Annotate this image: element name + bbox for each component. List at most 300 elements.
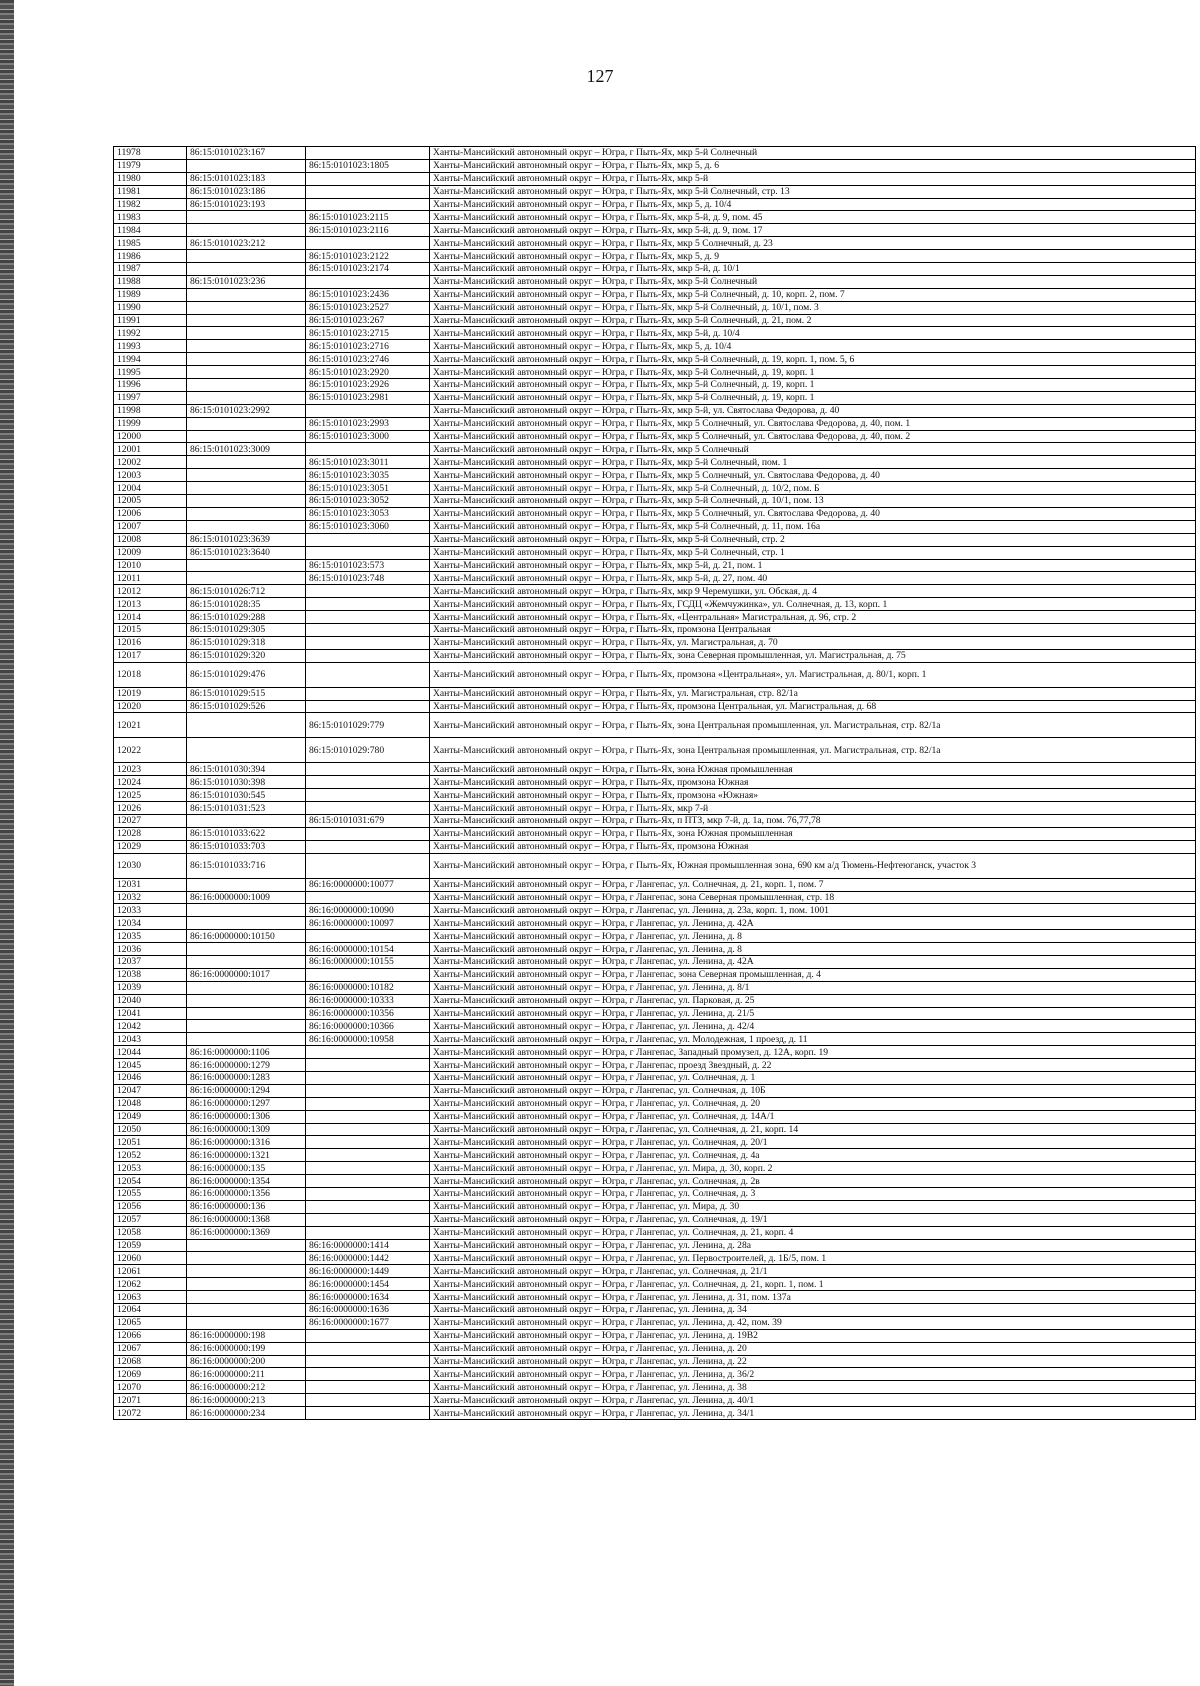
table-row [114,1342,1196,1355]
address-cell: Ханты-Мансийский автономный округ – Югра, г Пыть-Ях, мкр 5-й Солнечный, д. 19, корп. 1 [430,366,1196,379]
table-row [114,314,1196,327]
row-number-cell: 12029 [114,840,187,853]
address-cell: Ханты-Мансийский автономный округ – Югра, г Лангепас, ул. Ленина, д. 42А [430,955,1196,968]
table-row [114,559,1196,572]
row-number-cell: 12023 [114,763,187,776]
row-number-cell: 12026 [114,802,187,815]
row-number-cell: 12039 [114,981,187,994]
row-number-cell: 12009 [114,546,187,559]
cadastral-number-cell [187,391,306,404]
row-number-cell: 12042 [114,1020,187,1033]
row-number-cell: 11987 [114,263,187,276]
row-number-cell: 12045 [114,1059,187,1072]
row-number-cell: 11980 [114,172,187,185]
table-row [114,1355,1196,1368]
cadastral-number-2-cell: 86:15:0101023:2746 [306,353,430,366]
cadastral-number-2-cell: 86:16:0000000:1449 [306,1265,430,1278]
table-row [114,713,1196,738]
table-row [114,1278,1196,1291]
address-cell: Ханты-Мансийский автономный округ – Югра, г Лангепас, ул. Мира, д. 30, корп. 2 [430,1162,1196,1175]
table-row [114,1316,1196,1329]
cadastral-number-2-cell: 86:16:0000000:10356 [306,1007,430,1020]
cadastral-number-2-cell [306,185,430,198]
address-cell: Ханты-Мансийский автономный округ – Югра, г Пыть-Ях, мкр 5 Солнечный [430,443,1196,456]
row-number-cell: 12046 [114,1072,187,1085]
cadastral-number-2-cell: 86:16:0000000:10155 [306,955,430,968]
row-number-cell: 12008 [114,533,187,546]
address-cell: Ханты-Мансийский автономный округ – Югра, г Лангепас, ул. Ленина, д. 8 [430,930,1196,943]
table-row [114,968,1196,981]
cadastral-number-2-cell [306,1342,430,1355]
cadastral-number-cell [187,917,306,930]
row-number-cell: 12025 [114,789,187,802]
cadastral-number-2-cell [306,585,430,598]
cadastral-number-2-cell [306,598,430,611]
cadastral-number-2-cell [306,1149,430,1162]
address-cell: Ханты-Мансийский автономный округ – Югра, г Лангепас, Западный промузел, д. 12А, корп. 19 [430,1046,1196,1059]
row-number-cell: 12018 [114,662,187,687]
cadastral-number-cell: 86:16:0000000:1309 [187,1123,306,1136]
row-number-cell: 12052 [114,1149,187,1162]
cadastral-number-2-cell [306,1381,430,1394]
cadastral-number-cell: 86:15:0101029:288 [187,611,306,624]
table-row [114,636,1196,649]
row-number-cell: 11999 [114,417,187,430]
cadastral-number-2-cell: 86:15:0101023:2527 [306,301,430,314]
address-cell: Ханты-Мансийский автономный округ – Югра, г Лангепас, ул. Парковая, д. 25 [430,994,1196,1007]
address-cell: Ханты-Мансийский автономный округ – Югра, г Пыть-Ях, мкр 5 Солнечный, ул. Святослава Федорова, д. 40 [430,469,1196,482]
address-cell: Ханты-Мансийский автономный округ – Югра, г Пыть-Ях, мкр 5-й Солнечный, д. 10, корп. 2, пом. 7 [430,288,1196,301]
table-row [114,649,1196,662]
table-row [114,495,1196,508]
table-row [114,611,1196,624]
cadastral-number-2-cell: 86:16:0000000:1634 [306,1291,430,1304]
address-cell: Ханты-Мансийский автономный округ – Югра, г Пыть-Ях, «Центральная» Магистральная, д. 96, стр. 2 [430,611,1196,624]
address-cell: Ханты-Мансийский автономный округ – Югра, г Лангепас, ул. Солнечная, д. 21/1 [430,1265,1196,1278]
address-cell: Ханты-Мансийский автономный округ – Югра, г Пыть-Ях, ул. Магистральная, д. 70 [430,636,1196,649]
cadastral-number-cell: 86:15:0101023:167 [187,147,306,160]
cadastral-number-2-cell: 86:15:0101023:3035 [306,469,430,482]
cadastral-number-cell: 86:16:0000000:1294 [187,1084,306,1097]
table-row [114,1304,1196,1317]
cadastral-number-cell [187,1252,306,1265]
address-cell: Ханты-Мансийский автономный округ – Югра, г Пыть-Ях, промзона Центральная, ул. Магистральная, д. 68 [430,700,1196,713]
cadastral-number-2-cell: 86:15:0101023:2993 [306,417,430,430]
cadastral-number-cell: 86:15:0101029:476 [187,662,306,687]
row-number-cell: 11989 [114,288,187,301]
table-row [114,840,1196,853]
cadastral-number-cell: 86:15:0101023:3640 [187,546,306,559]
cadastral-number-2-cell [306,1355,430,1368]
cadastral-number-cell: 86:15:0101023:3639 [187,533,306,546]
cadastral-number-cell: 86:16:0000000:234 [187,1407,306,1420]
table-row [114,237,1196,250]
table-row [114,353,1196,366]
table-row [114,211,1196,224]
cadastral-number-cell: 86:15:0101023:212 [187,237,306,250]
cadastral-number-cell: 86:16:0000000:200 [187,1355,306,1368]
table-row [114,520,1196,533]
cadastral-number-cell [187,904,306,917]
table-row [114,585,1196,598]
row-number-cell: 12059 [114,1239,187,1252]
row-number-cell: 12027 [114,814,187,827]
address-cell: Ханты-Мансийский автономный округ – Югра, г Лангепас, зона Северная промышленная, д. 4 [430,968,1196,981]
row-number-cell: 12012 [114,585,187,598]
address-cell: Ханты-Мансийский автономный округ – Югра, г Лангепас, ул. Ленина, д. 42/4 [430,1020,1196,1033]
table-row [114,1033,1196,1046]
cadastral-number-2-cell [306,1072,430,1085]
row-number-cell: 12028 [114,827,187,840]
cadastral-number-cell [187,327,306,340]
row-number-cell: 11995 [114,366,187,379]
row-number-cell: 11998 [114,404,187,417]
cadastral-number-2-cell: 86:15:0101023:2116 [306,224,430,237]
address-cell: Ханты-Мансийский автономный округ – Югра, г Пыть-Ях, мкр 5-й Солнечный [430,275,1196,288]
registry-table-body [114,147,1196,1420]
row-number-cell: 12070 [114,1381,187,1394]
address-cell: Ханты-Мансийский автономный округ – Югра, г Пыть-Ях, мкр 5-й Солнечный, д. 10/2, пом. Б [430,482,1196,495]
address-cell: Ханты-Мансийский автономный округ – Югра, г Лангепас, ул. Солнечная, д. 21, корп. 4 [430,1226,1196,1239]
cadastral-number-cell [187,159,306,172]
row-number-cell: 11984 [114,224,187,237]
table-row [114,1162,1196,1175]
row-number-cell: 12057 [114,1213,187,1226]
address-cell: Ханты-Мансийский автономный округ – Югра, г Пыть-Ях, мкр 5-й Солнечный, стр. 13 [430,185,1196,198]
address-cell: Ханты-Мансийский автономный округ – Югра, г Лангепас, ул. Ленина, д. 42, пом. 39 [430,1316,1196,1329]
cadastral-number-2-cell: 86:15:0101023:3060 [306,520,430,533]
address-cell: Ханты-Мансийский автономный округ – Югра, г Пыть-Ях, промзона «Центральная», ул. Магистральная, д. 80/1, корп. 1 [430,662,1196,687]
cadastral-number-2-cell: 86:16:0000000:1442 [306,1252,430,1265]
row-number-cell: 12015 [114,623,187,636]
row-number-cell: 11994 [114,353,187,366]
address-cell: Ханты-Мансийский автономный округ – Югра, г Пыть-Ях, зона Северная промышленная, ул. Магистральная, д. 75 [430,649,1196,662]
address-cell: Ханты-Мансийский автономный округ – Югра, г Лангепас, ул. Ленина, д. 8/1 [430,981,1196,994]
table-row [114,853,1196,878]
address-cell: Ханты-Мансийский автономный округ – Югра, г Пыть-Ях, зона Южная промышленная [430,827,1196,840]
cadastral-number-2-cell [306,763,430,776]
address-cell: Ханты-Мансийский автономный округ – Югра, г Пыть-Ях, промзона Центральная [430,623,1196,636]
table-row [114,430,1196,443]
address-cell: Ханты-Мансийский автономный округ – Югра, г Лангепас, ул. Солнечная, д. 21, корп. 1, пом. 1 [430,1278,1196,1291]
table-row [114,533,1196,546]
cadastral-number-2-cell: 86:15:0101023:2715 [306,327,430,340]
table-row [114,1020,1196,1033]
table-row [114,1188,1196,1201]
table-row [114,379,1196,392]
cadastral-number-cell: 86:15:0101023:236 [187,275,306,288]
row-number-cell: 11992 [114,327,187,340]
cadastral-number-cell: 86:15:0101033:703 [187,840,306,853]
cadastral-number-2-cell: 86:15:0101023:2981 [306,391,430,404]
row-number-cell: 12050 [114,1123,187,1136]
row-number-cell: 11978 [114,147,187,160]
cadastral-number-cell: 86:15:0101030:394 [187,763,306,776]
row-number-cell: 12000 [114,430,187,443]
table-row [114,443,1196,456]
cadastral-number-cell: 86:16:0000000:1283 [187,1072,306,1085]
address-cell: Ханты-Мансийский автономный округ – Югра, г Пыть-Ях, мкр 5-й Солнечный, стр. 2 [430,533,1196,546]
cadastral-number-2-cell: 86:15:0101023:3011 [306,456,430,469]
address-cell: Ханты-Мансийский автономный округ – Югра, г Лангепас, зона Северная промышленная, стр. 18 [430,891,1196,904]
address-cell: Ханты-Мансийский автономный округ – Югра, г Пыть-Ях, мкр 5-й Солнечный, д. 11, пом. 16а [430,520,1196,533]
row-number-cell: 11985 [114,237,187,250]
table-row [114,147,1196,160]
row-number-cell: 12069 [114,1368,187,1381]
address-cell: Ханты-Мансийский автономный округ – Югра, г Лангепас, ул. Ленина, д. 20 [430,1342,1196,1355]
cadastral-number-2-cell [306,404,430,417]
row-number-cell: 12034 [114,917,187,930]
address-cell: Ханты-Мансийский автономный округ – Югра, г Пыть-Ях, мкр 5-й, д. 9, пом. 45 [430,211,1196,224]
cadastral-number-2-cell [306,649,430,662]
address-cell: Ханты-Мансийский автономный округ – Югра, г Пыть-Ях, мкр 5 Солнечный, ул. Святослава Федорова, д. 40, пом. 1 [430,417,1196,430]
cadastral-number-2-cell: 86:16:0000000:10182 [306,981,430,994]
cadastral-number-cell [187,353,306,366]
cadastral-number-2-cell [306,1046,430,1059]
address-cell: Ханты-Мансийский автономный округ – Югра, г Пыть-Ях, мкр 5-й, д. 27, пом. 40 [430,572,1196,585]
row-number-cell: 12033 [114,904,187,917]
cadastral-number-cell: 86:16:0000000:10150 [187,930,306,943]
address-cell: Ханты-Мансийский автономный округ – Югра, г Лангепас, ул. Ленина, д. 8 [430,943,1196,956]
address-cell: Ханты-Мансийский автономный округ – Югра, г Пыть-Ях, мкр 5-й, д. 10/1 [430,263,1196,276]
cadastral-number-cell: 86:16:0000000:211 [187,1368,306,1381]
scan-edge [0,0,14,1686]
address-cell: Ханты-Мансийский автономный округ – Югра, г Пыть-Ях, мкр 5 Солнечный, ул. Святослава Федорова, д. 40, пом. 2 [430,430,1196,443]
table-row [114,340,1196,353]
cadastral-number-cell [187,250,306,263]
cadastral-number-2-cell [306,1097,430,1110]
cadastral-number-2-cell [306,827,430,840]
table-row [114,507,1196,520]
row-number-cell: 12014 [114,611,187,624]
cadastral-number-cell: 86:15:0101033:716 [187,853,306,878]
table-row [114,546,1196,559]
cadastral-number-cell: 86:15:0101030:545 [187,789,306,802]
row-number-cell: 11996 [114,379,187,392]
table-row [114,1239,1196,1252]
address-cell: Ханты-Мансийский автономный округ – Югра, г Пыть-Ях, мкр 5, д. 9 [430,250,1196,263]
cadastral-number-2-cell [306,275,430,288]
cadastral-number-cell: 86:15:0101029:526 [187,700,306,713]
cadastral-number-2-cell: 86:15:0101023:2122 [306,250,430,263]
row-number-cell: 12063 [114,1291,187,1304]
address-cell: Ханты-Мансийский автономный округ – Югра, г Пыть-Ях, мкр 5-й Солнечный, пом. 1 [430,456,1196,469]
address-cell: Ханты-Мансийский автономный округ – Югра, г Пыть-Ях, ГСДЦ «Жемчужинка», ул. Солнечная, д. 13, корп. 1 [430,598,1196,611]
cadastral-number-cell [187,430,306,443]
address-cell: Ханты-Мансийский автономный округ – Югра, г Пыть-Ях, промзона Южная [430,840,1196,853]
address-cell: Ханты-Мансийский автономный округ – Югра, г Лангепас, ул. Ленина, д. 38 [430,1381,1196,1394]
cadastral-number-cell [187,340,306,353]
table-row [114,763,1196,776]
table-row [114,327,1196,340]
table-row [114,891,1196,904]
cadastral-number-cell: 86:15:0101023:193 [187,198,306,211]
cadastral-number-cell: 86:15:0101023:2992 [187,404,306,417]
table-row [114,1252,1196,1265]
cadastral-number-cell: 86:16:0000000:212 [187,1381,306,1394]
table-row [114,623,1196,636]
row-number-cell: 12032 [114,891,187,904]
cadastral-number-cell: 86:16:0000000:1354 [187,1175,306,1188]
table-row [114,878,1196,891]
row-number-cell: 12055 [114,1188,187,1201]
cadastral-number-cell [187,559,306,572]
row-number-cell: 12056 [114,1200,187,1213]
cadastral-number-cell [187,301,306,314]
cadastral-number-2-cell [306,546,430,559]
row-number-cell: 12031 [114,878,187,891]
table-row [114,1136,1196,1149]
cadastral-number-cell [187,1007,306,1020]
cadastral-number-2-cell: 86:16:0000000:1414 [306,1239,430,1252]
row-number-cell: 11991 [114,314,187,327]
cadastral-number-2-cell [306,636,430,649]
cadastral-number-2-cell [306,1188,430,1201]
table-row [114,1007,1196,1020]
cadastral-number-cell: 86:16:0000000:1321 [187,1149,306,1162]
cadastral-number-2-cell: 86:15:0101023:748 [306,572,430,585]
cadastral-number-2-cell [306,776,430,789]
address-cell: Ханты-Мансийский автономный округ – Югра, г Пыть-Ях, мкр 5-й Солнечный, д. 19, корп. 1 [430,379,1196,392]
cadastral-number-2-cell [306,1226,430,1239]
table-row [114,738,1196,763]
row-number-cell: 12065 [114,1316,187,1329]
cadastral-number-cell [187,1304,306,1317]
row-number-cell: 12067 [114,1342,187,1355]
cadastral-number-cell [187,955,306,968]
table-row [114,1072,1196,1085]
cadastral-number-cell: 86:15:0101033:622 [187,827,306,840]
table-row [114,366,1196,379]
address-cell: Ханты-Мансийский автономный округ – Югра, г Пыть-Ях, мкр 5-й Солнечный, стр. 1 [430,546,1196,559]
table-row [114,1265,1196,1278]
address-cell: Ханты-Мансийский автономный округ – Югра, г Лангепас, ул. Ленина, д. 34 [430,1304,1196,1317]
cadastral-number-cell [187,211,306,224]
address-cell: Ханты-Мансийский автономный округ – Югра, г Лангепас, ул. Ленина, д. 36/2 [430,1368,1196,1381]
cadastral-number-2-cell: 86:15:0101023:2436 [306,288,430,301]
table-row [114,482,1196,495]
table-row [114,288,1196,301]
cadastral-number-cell: 86:15:0101029:305 [187,623,306,636]
address-cell: Ханты-Мансийский автономный округ – Югра, г Пыть-Ях, мкр 5-й Солнечный, д. 10/1, пом. 3 [430,301,1196,314]
table-row [114,1200,1196,1213]
address-cell: Ханты-Мансийский автономный округ – Югра, г Пыть-Ях, мкр 5-й, д. 9, пом. 17 [430,224,1196,237]
address-cell: Ханты-Мансийский автономный округ – Югра, г Пыть-Ях, Южная промышленная зона, 690 км а/д Тюмень-Нефтеюганск, участок 3 [430,853,1196,878]
cadastral-number-2-cell: 86:15:0101023:3051 [306,482,430,495]
table-row [114,1329,1196,1342]
table-row [114,904,1196,917]
cadastral-number-2-cell [306,802,430,815]
row-number-cell: 12071 [114,1394,187,1407]
cadastral-number-2-cell: 86:15:0101023:2115 [306,211,430,224]
row-number-cell: 12017 [114,649,187,662]
cadastral-number-cell [187,520,306,533]
table-row [114,1097,1196,1110]
cadastral-number-cell: 86:16:0000000:136 [187,1200,306,1213]
cadastral-number-2-cell: 86:15:0101023:3000 [306,430,430,443]
cadastral-number-cell [187,1291,306,1304]
cadastral-number-2-cell [306,840,430,853]
cadastral-number-2-cell [306,611,430,624]
table-row [114,185,1196,198]
table-row [114,417,1196,430]
cadastral-number-2-cell [306,172,430,185]
cadastral-number-cell [187,1020,306,1033]
cadastral-number-cell [187,981,306,994]
row-number-cell: 12041 [114,1007,187,1020]
cadastral-number-2-cell: 86:16:0000000:1454 [306,1278,430,1291]
address-cell: Ханты-Мансийский автономный округ – Югра, г Пыть-Ях, мкр 5-й [430,172,1196,185]
cadastral-number-2-cell: 86:15:0101023:1805 [306,159,430,172]
row-number-cell: 12061 [114,1265,187,1278]
cadastral-number-2-cell [306,1368,430,1381]
cadastral-number-cell [187,994,306,1007]
cadastral-number-2-cell: 86:15:0101023:2716 [306,340,430,353]
row-number-cell: 12043 [114,1033,187,1046]
row-number-cell: 12060 [114,1252,187,1265]
cadastral-number-2-cell: 86:15:0101023:2174 [306,263,430,276]
address-cell: Ханты-Мансийский автономный округ – Югра, г Лангепас, ул. Солнечная, д. 21, корп. 14 [430,1123,1196,1136]
row-number-cell: 12006 [114,507,187,520]
address-cell: Ханты-Мансийский автономный округ – Югра, г Пыть-Ях, мкр 5-й Солнечный, д. 21, пом. 2 [430,314,1196,327]
address-cell: Ханты-Мансийский автономный округ – Югра, г Пыть-Ях, мкр 9 Черемушки, ул. Обская, д. 4 [430,585,1196,598]
table-row [114,814,1196,827]
cadastral-number-2-cell [306,623,430,636]
address-cell: Ханты-Мансийский автономный округ – Югра, г Лангепас, ул. Ленина, д. 22 [430,1355,1196,1368]
row-number-cell: 11982 [114,198,187,211]
cadastral-number-2-cell: 86:15:0101023:2926 [306,379,430,392]
cadastral-number-2-cell [306,662,430,687]
cadastral-number-cell: 86:16:0000000:1369 [187,1226,306,1239]
cadastral-number-cell: 86:16:0000000:213 [187,1394,306,1407]
row-number-cell: 12058 [114,1226,187,1239]
cadastral-number-2-cell [306,930,430,943]
cadastral-number-cell: 86:15:0101023:3009 [187,443,306,456]
row-number-cell: 12004 [114,482,187,495]
row-number-cell: 12030 [114,853,187,878]
cadastral-number-cell [187,713,306,738]
cadastral-number-2-cell [306,198,430,211]
row-number-cell: 12001 [114,443,187,456]
address-cell: Ханты-Мансийский автономный округ – Югра, г Лангепас, ул. Солнечная, д. 4а [430,1149,1196,1162]
cadastral-number-cell [187,456,306,469]
cadastral-number-2-cell: 86:16:0000000:10097 [306,917,430,930]
row-number-cell: 12051 [114,1136,187,1149]
row-number-cell: 12010 [114,559,187,572]
cadastral-number-cell: 86:16:0000000:135 [187,1162,306,1175]
row-number-cell: 11986 [114,250,187,263]
row-number-cell: 12066 [114,1329,187,1342]
table-row [114,789,1196,802]
table-row [114,1407,1196,1420]
cadastral-number-2-cell: 86:15:0101023:2920 [306,366,430,379]
table-row [114,1084,1196,1097]
address-cell: Ханты-Мансийский автономный округ – Югра, г Лангепас, ул. Солнечная, д. 19/1 [430,1213,1196,1226]
table-row [114,275,1196,288]
address-cell: Ханты-Мансийский автономный округ – Югра, г Пыть-Ях, мкр 5 Солнечный, д. 23 [430,237,1196,250]
cadastral-number-2-cell [306,687,430,700]
address-cell: Ханты-Мансийский автономный округ – Югра, г Лангепас, ул. Молодежная, 1 проезд, д. 11 [430,1033,1196,1046]
cadastral-number-2-cell [306,700,430,713]
cadastral-number-cell: 86:15:0101028:35 [187,598,306,611]
address-cell: Ханты-Мансийский автономный округ – Югра, г Пыть-Ях, мкр 5-й Солнечный, д. 19, корп. 1, пом. 5, 6 [430,353,1196,366]
cadastral-number-cell [187,1239,306,1252]
cadastral-number-cell [187,263,306,276]
address-cell: Ханты-Мансийский автономный округ – Югра, г Лангепас, ул. Ленина, д. 23а, корп. 1, пом. 1001 [430,904,1196,917]
cadastral-number-cell [187,1265,306,1278]
cadastral-number-2-cell: 86:16:0000000:1677 [306,1316,430,1329]
cadastral-number-cell: 86:15:0101029:318 [187,636,306,649]
